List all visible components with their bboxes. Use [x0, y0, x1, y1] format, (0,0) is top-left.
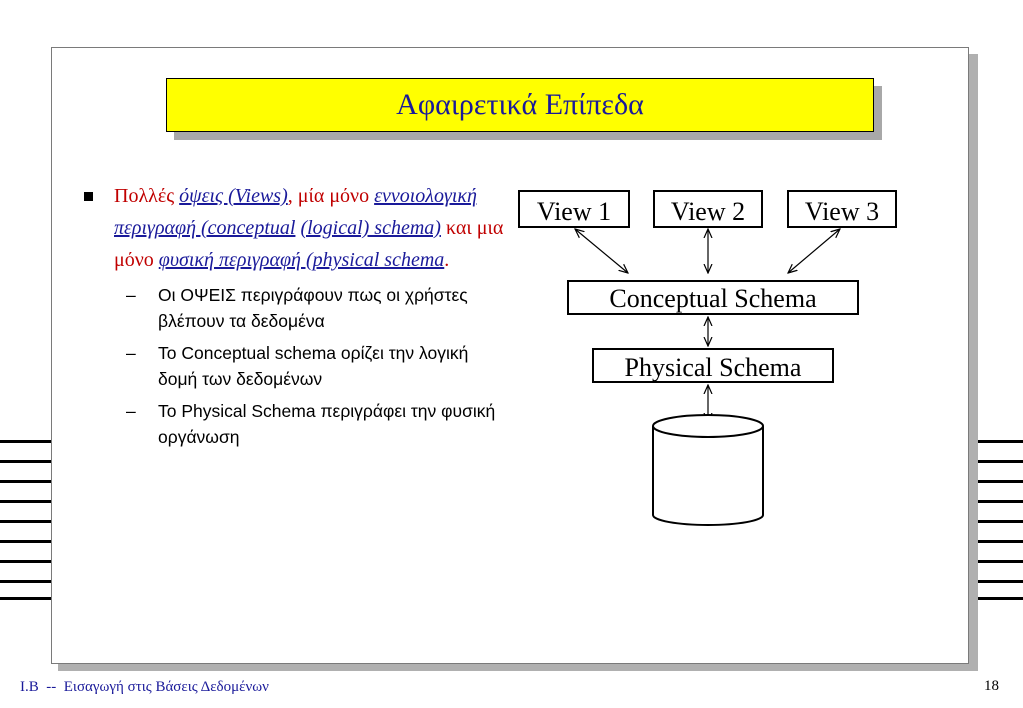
sub-bullet-text: Το Physical Schema περιγράφει την φυσική οργάνωση: [158, 401, 496, 447]
bullet-text-1: Πολλές: [114, 185, 180, 207]
logical-term: (logical) schema): [300, 217, 441, 239]
conceptual-schema-label: Conceptual Schema: [609, 284, 817, 313]
footer-course-title: I.B -- Εισαγωγή στις Βάσεις Δεδομένων: [20, 679, 269, 695]
page-number: 18: [984, 678, 999, 694]
bullet-text-5: .: [444, 249, 450, 271]
arrow-view3-conceptual: [788, 229, 840, 273]
views-term: όψεις (Views): [179, 185, 288, 207]
physical-schema-label: Physical Schema: [624, 353, 802, 382]
view-2-label: View 2: [670, 197, 746, 226]
arrow-view1-conceptual: [575, 229, 628, 273]
dash-icon: –: [126, 285, 136, 305]
view-1-label: View 1: [536, 197, 612, 226]
dash-icon: –: [126, 401, 136, 421]
database-cylinder-icon: [653, 415, 763, 525]
conceptual-term: εννοιολογική περιγραφή (conceptual: [114, 185, 477, 239]
physical-term: φυσική περιγραφή (physical schema: [158, 249, 445, 271]
bullet-text-4: και μια μόνο: [114, 217, 504, 271]
sub-bullet-text: Οι ΟΨΕΙΣ περιγράφουν πως οι χρήστες βλέπουν τα δεδομένα: [158, 285, 468, 331]
bullet-text-2: , μία μόνο: [287, 185, 375, 207]
slide-title: Αφαιρετικά Επίπεδα: [166, 78, 874, 132]
dash-icon: –: [126, 343, 136, 363]
sub-bullet-text: Το Conceptual schema ορίζει την λογική δομή των δεδομένων: [158, 343, 469, 389]
view-3-label: View 3: [804, 197, 880, 226]
